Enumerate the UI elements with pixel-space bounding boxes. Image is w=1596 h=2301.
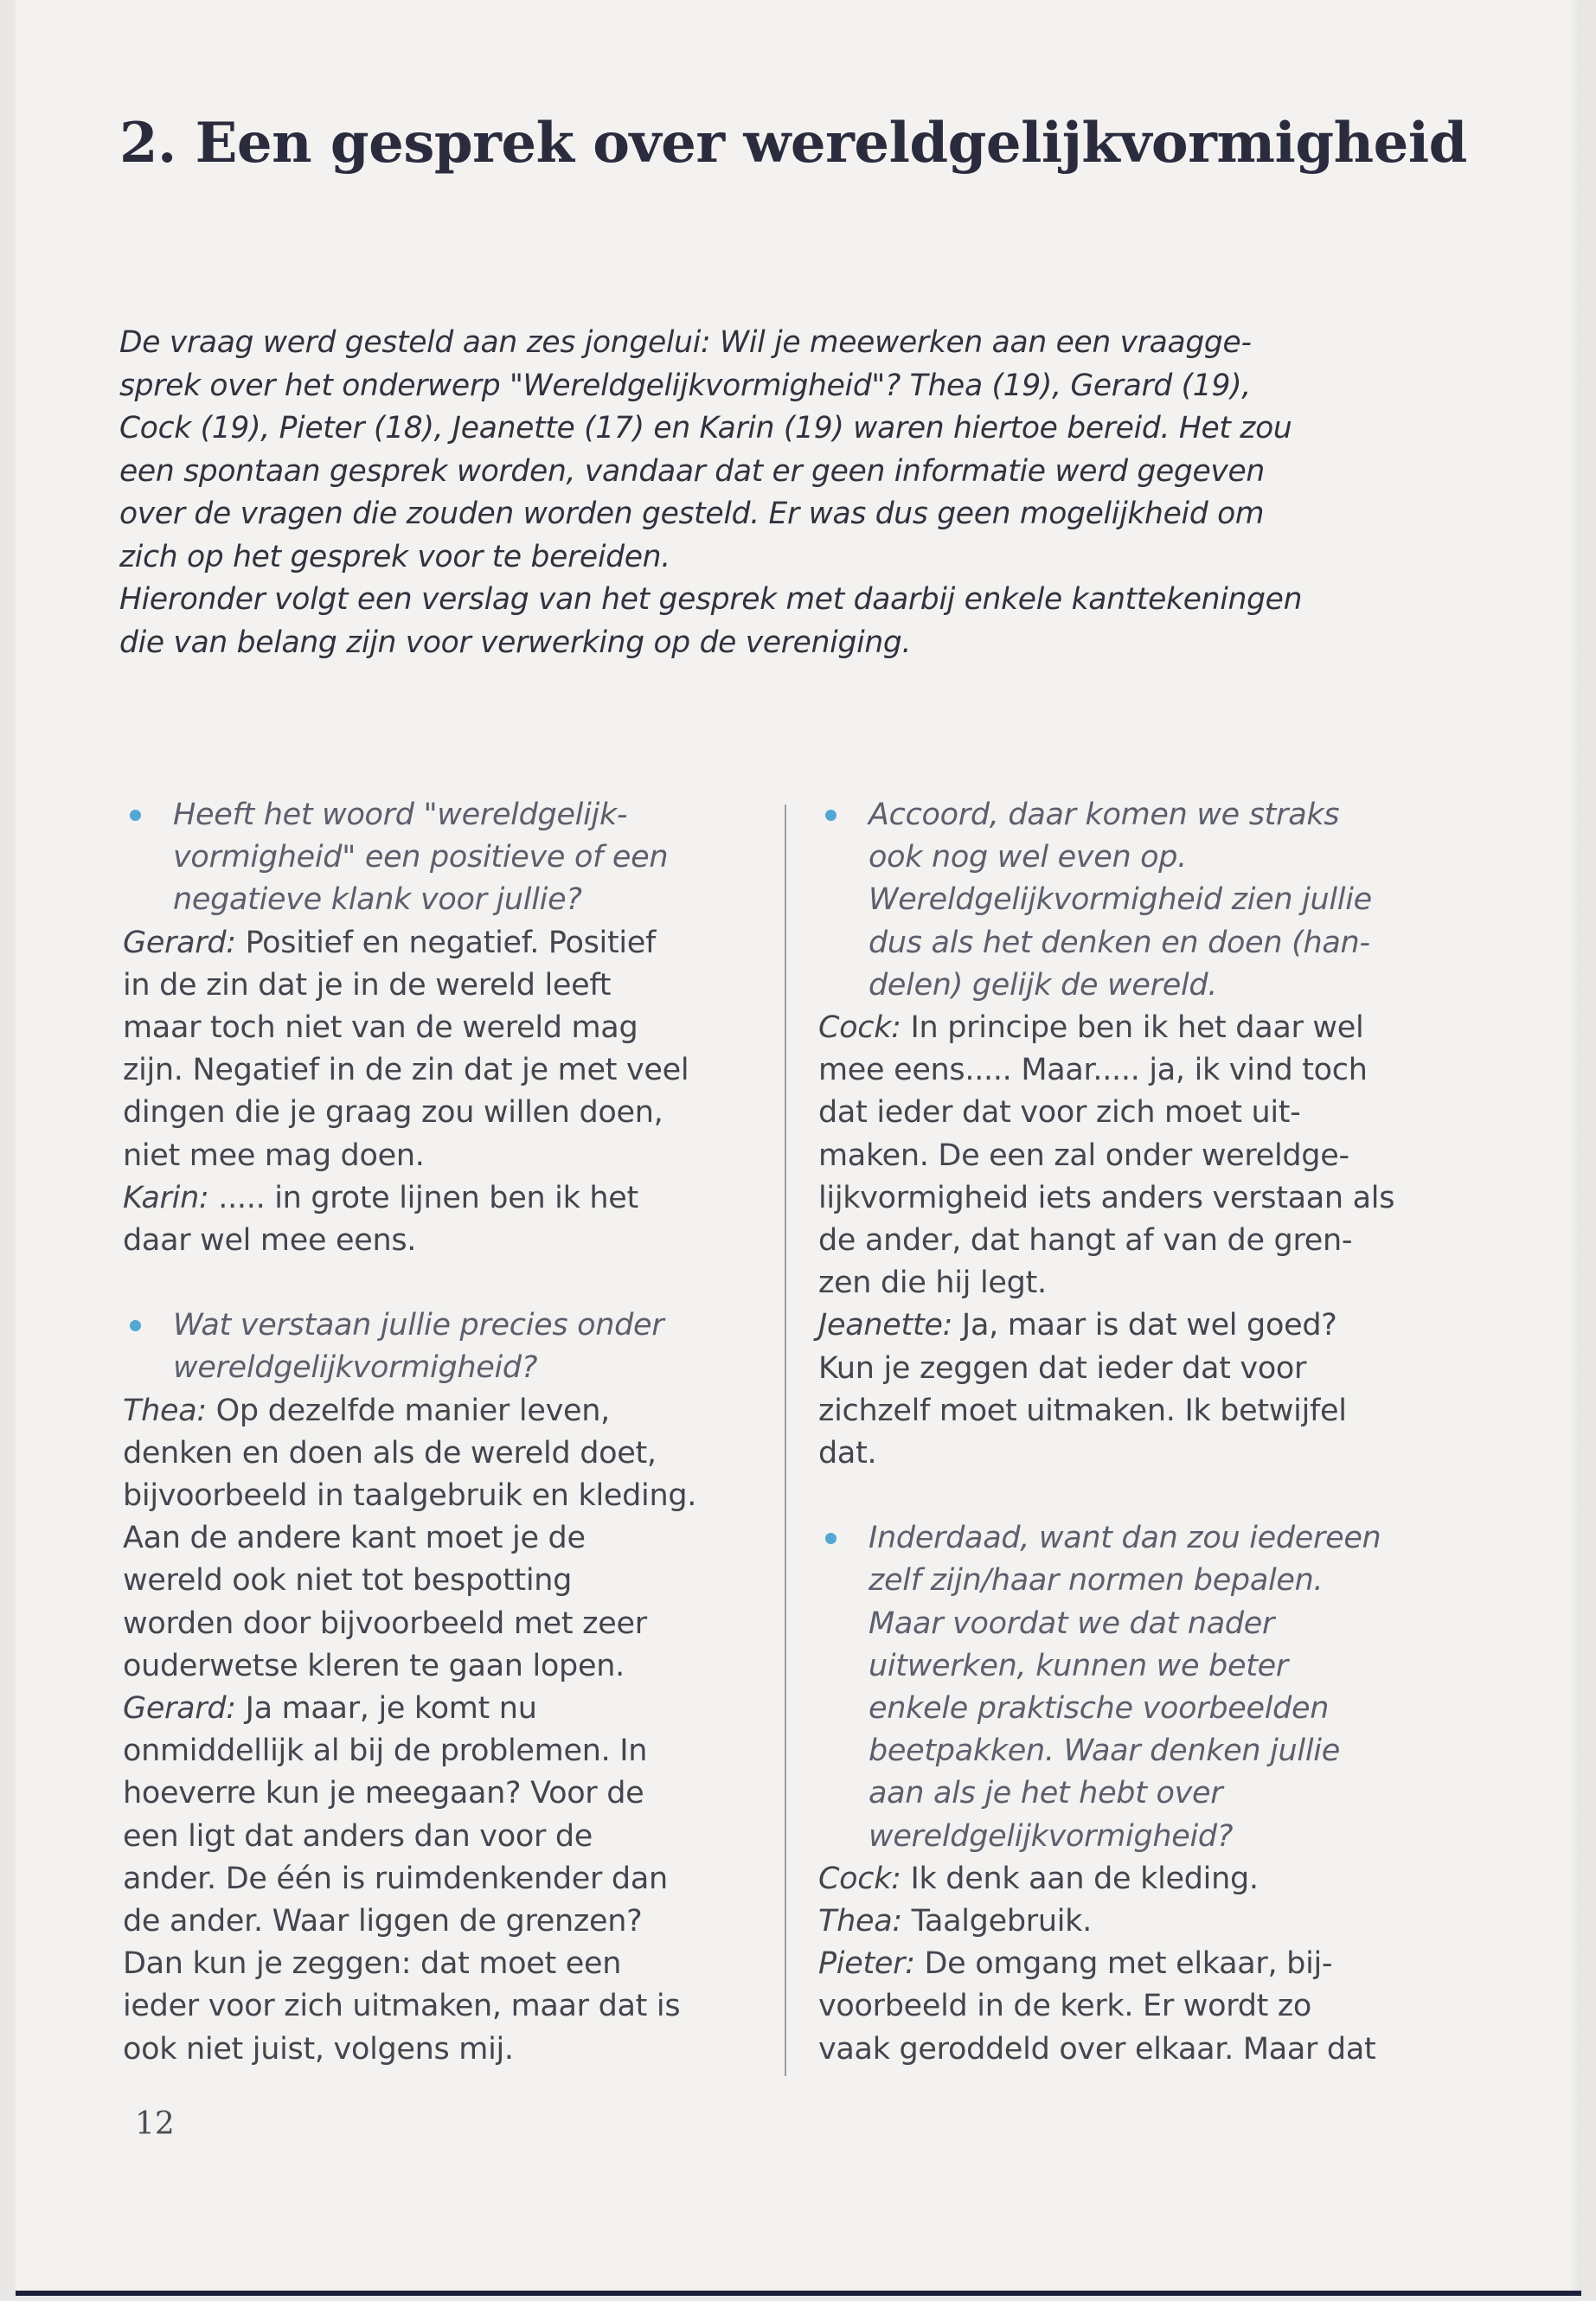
- intro-line: een spontaan gesprek worden, vandaar dat er geen informatie werd gegeven: [119, 453, 1266, 489]
- question-line: zelf zijn/haar normen bepalen.: [869, 1563, 1324, 1599]
- interviewer-question: [123, 794, 763, 922]
- intro-line: Hieronder volgt een verslag van het gesprek met daarbij enkele kanttekeningen: [119, 582, 1303, 617]
- question-line: aan als je het hebt over: [869, 1776, 1223, 1811]
- answer-line: zijn. Negatief in de zin dat je met veel: [123, 1053, 689, 1088]
- answer-line: mee eens..... Maar..... ja, ik vind toch: [818, 1053, 1368, 1088]
- column-divider: [785, 804, 786, 2076]
- question-line: Heeft het woord "wereldgelijk-: [173, 798, 628, 832]
- question-line: Wereldgelijkvormigheid zien jullie: [869, 882, 1372, 918]
- bullet-icon: [825, 1533, 836, 1544]
- answer-line: dat ieder dat voor zich moet uit-: [818, 1095, 1301, 1131]
- page-number: 12: [135, 2106, 175, 2142]
- answer-line: de ander, dat hangt af van de gren-: [818, 1223, 1353, 1259]
- answer-text: Ik denk aan de kleding.: [901, 1861, 1259, 1896]
- speaker-name: Cock:: [818, 1861, 901, 1896]
- answer-line: wereld ook niet tot bespotting: [123, 1563, 573, 1599]
- answer-text: Taalgebruik.: [901, 1904, 1092, 1939]
- answer-thea: [818, 1900, 1476, 1943]
- question-line: delen) gelijk de wereld.: [869, 967, 1218, 1003]
- answer-line: in de zin dat je in de wereld leeft: [123, 967, 612, 1003]
- question-line: negatieve klank voor jullie?: [173, 882, 582, 918]
- answer-text: Positief en negatief. Positief: [235, 925, 657, 960]
- question-line: enkele praktische voorbeelden: [869, 1691, 1330, 1727]
- question-line: Inderdaad, want dan zou iedereen: [869, 1521, 1381, 1556]
- answer-line: maar toch niet van de wereld mag: [123, 1010, 638, 1046]
- bullet-icon: [130, 810, 141, 821]
- answer-pieter: [818, 1943, 1476, 2071]
- right-column: [818, 794, 1476, 2071]
- answer-line: een ligt dat anders dan voor de: [123, 1818, 593, 1854]
- answer-line: maken. De een zal onder wereldge-: [818, 1138, 1349, 1173]
- interviewer-question: [818, 1517, 1476, 1858]
- answer-line: ook niet juist, volgens mij.: [123, 2031, 514, 2067]
- answer-line: onmiddellijk al bij de problemen. In: [123, 1734, 648, 1769]
- speaker-name: Gerard:: [123, 925, 236, 960]
- answer-line: denken en doen als de wereld doet,: [123, 1435, 657, 1471]
- answer-text: Op dezelfde manier leven,: [206, 1393, 610, 1428]
- page-title: 2. Een gesprek over wereldgelijkvormigheid: [119, 111, 1467, 176]
- question-line: vormigheid" een positieve of een: [173, 840, 669, 875]
- answer-line: dat.: [818, 1436, 877, 1471]
- answer-line: ander. De één is ruimdenkender dan: [123, 1861, 668, 1896]
- answer-line: lijkvormigheid iets anders verstaan als: [818, 1180, 1395, 1215]
- intro-line: Cock (19), Pieter (18), Jeanette (17) en Karin (19) waren hiertoe bereid. Het zou: [119, 411, 1292, 445]
- bottom-rule: [16, 2291, 1581, 2296]
- answer-line: hoeverre kun je meegaan? Voor de: [123, 1776, 644, 1811]
- interviewer-question: [818, 794, 1476, 1007]
- question-line: dus als het denken en doen (han-: [869, 925, 1370, 960]
- question-line: wereldgelijkvormigheid?: [173, 1350, 538, 1386]
- answer-gerard: [123, 922, 763, 1177]
- speaker-name: Jeanette:: [818, 1308, 953, 1343]
- answer-line: ieder voor zich uitmaken, maar dat is: [123, 1989, 681, 2024]
- question-line: Accoord, daar komen we straks: [869, 798, 1340, 832]
- answer-line: zichzelf moet uitmaken. Ik betwijfel: [818, 1393, 1347, 1428]
- intro-paragraph: [119, 322, 1469, 664]
- answer-text: Ja maar, je komt nu: [235, 1691, 537, 1727]
- question-line: Wat verstaan jullie precies onder: [173, 1308, 664, 1343]
- answer-cock: [818, 1858, 1476, 1900]
- bullet-icon: [825, 810, 836, 821]
- answer-line: Kun je zeggen dat ieder dat voor: [818, 1350, 1307, 1386]
- answer-line: niet mee mag doen.: [123, 1138, 425, 1173]
- answer-line: ouderwetse kleren te gaan lopen.: [123, 1648, 625, 1683]
- answer-karin: [123, 1177, 763, 1262]
- bullet-icon: [130, 1320, 141, 1331]
- intro-line: over de vragen die zouden worden gesteld. Er was dus geen mogelijkheid om: [119, 497, 1265, 531]
- answer-line: dingen die je graag zou willen doen,: [123, 1095, 663, 1131]
- answer-text: In principe ben ik het daar wel: [901, 1010, 1364, 1046]
- intro-line: die van belang zijn voor verwerking op de vereniging.: [119, 625, 912, 660]
- speaker-name: Cock:: [818, 1010, 901, 1046]
- answer-cock: [818, 1007, 1476, 1304]
- speaker-name: Karin:: [123, 1180, 209, 1215]
- answer-line: worden door bijvoorbeeld met zeer: [123, 1606, 647, 1641]
- answer-jeanette: [818, 1304, 1476, 1475]
- answer-line: bijvoorbeeld in taalgebruik en kleding.: [123, 1478, 697, 1514]
- speaker-name: Pieter:: [818, 1946, 915, 1982]
- answer-gerard: [123, 1688, 763, 2071]
- question-line: wereldgelijkvormigheid?: [869, 1818, 1234, 1854]
- speaker-name: Thea:: [818, 1904, 902, 1939]
- answer-text: ..... in grote lijnen ben ik het: [208, 1180, 638, 1215]
- intro-line: sprek over het onderwerp "Wereldgelijkvormigheid"? Thea (19), Gerard (19),: [119, 368, 1251, 403]
- answer-text: Ja, maar is dat wel goed?: [952, 1308, 1337, 1343]
- interviewer-question: [123, 1304, 763, 1389]
- question-line: uitwerken, kunnen we beter: [869, 1648, 1288, 1683]
- answer-line: daar wel mee eens.: [123, 1223, 417, 1259]
- speaker-name: Thea:: [123, 1393, 207, 1428]
- answer-line: Dan kun je zeggen: dat moet een: [123, 1946, 622, 1982]
- book-page: [16, 0, 1581, 2291]
- answer-thea: [123, 1390, 763, 1688]
- intro-line: De vraag werd gesteld aan zes jongelui: Wil je meewerken aan een vraagge-: [119, 325, 1252, 360]
- answer-line: vaak geroddeld over elkaar. Maar dat: [818, 2031, 1376, 2067]
- speaker-name: Gerard:: [123, 1691, 236, 1727]
- answer-line: de ander. Waar liggen de grenzen?: [123, 1904, 643, 1939]
- question-line: ook nog wel even op.: [869, 840, 1188, 875]
- question-line: Maar voordat we dat nader: [869, 1606, 1275, 1641]
- answer-line: zen die hij legt.: [818, 1266, 1047, 1301]
- left-column: [123, 794, 763, 2071]
- answer-line: Aan de andere kant moet je de: [123, 1521, 586, 1556]
- answer-text: De omgang met elkaar, bij-: [914, 1946, 1333, 1982]
- answer-line: voorbeeld in de kerk. Er wordt zo: [818, 1989, 1312, 2024]
- question-line: beetpakken. Waar denken jullie: [869, 1734, 1340, 1769]
- intro-line: zich op het gesprek voor te bereiden.: [119, 539, 670, 574]
